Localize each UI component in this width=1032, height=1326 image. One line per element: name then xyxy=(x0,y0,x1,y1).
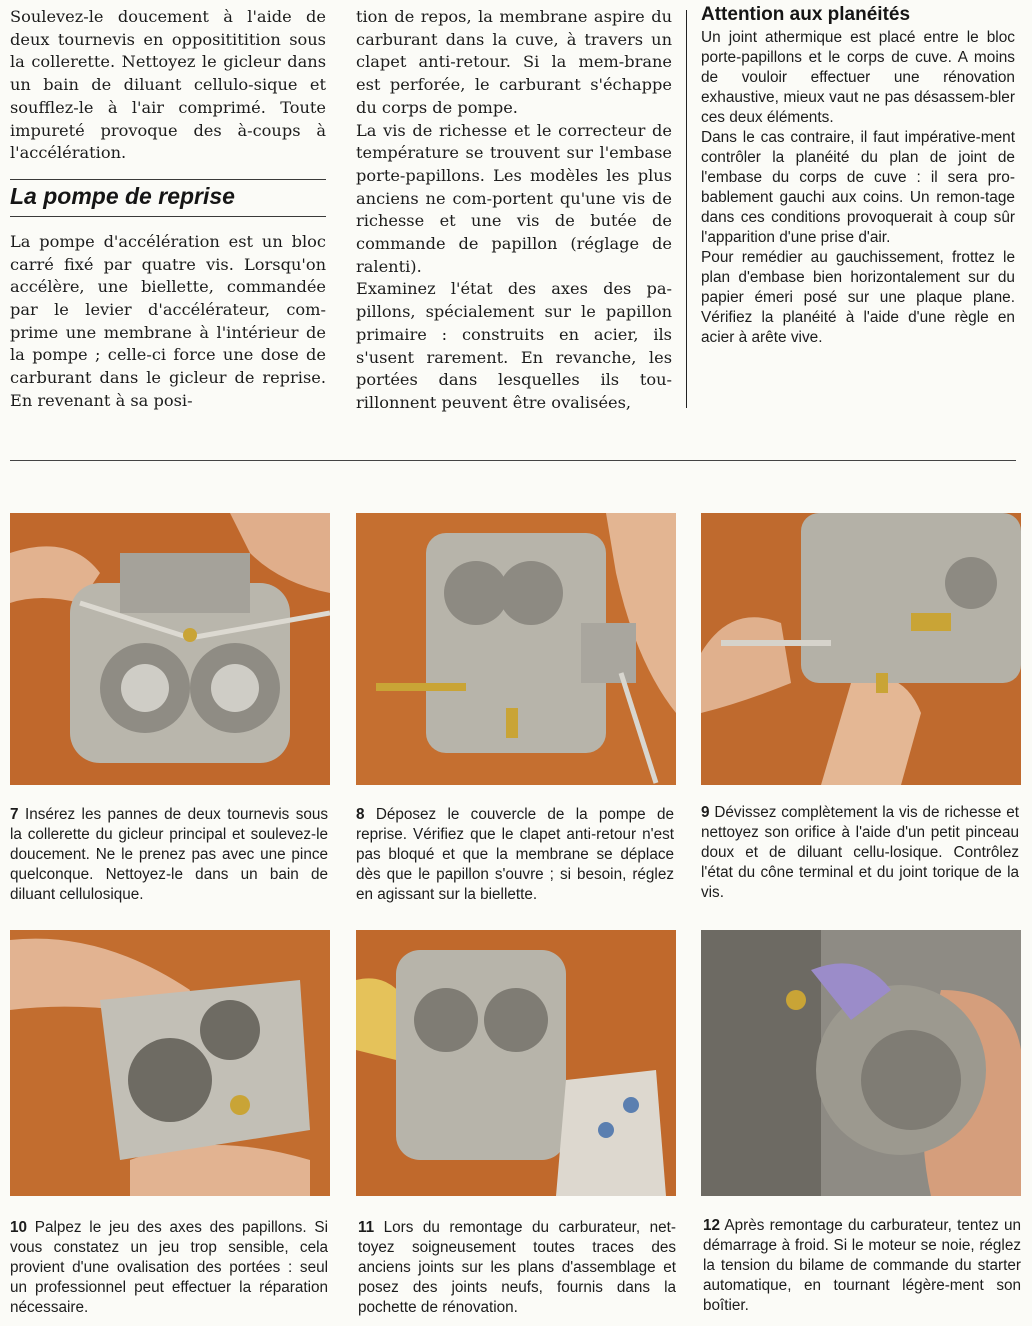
sidebar-paragraph-1: Un joint athermique est placé entre le bloc porte-papillons et le corps de cuve. A moins de vouloir effectuer une rénovation exhaustive, mieux vaut ne pas désassem-bler ces deux éléments. xyxy=(701,29,1015,126)
paragraph-richesse: La vis de richesse et le correcteur de température se trouvent sur l'embase porte-papillons. Les modèles les plus anciens ne com-portent qu'une vis de richesse et une vis de butée de commande de papillon (réglage de ralenti). xyxy=(356,120,672,276)
carburetor-photo-10 xyxy=(10,930,330,1196)
column-divider xyxy=(686,10,687,408)
caption-12 xyxy=(703,1216,1021,1316)
photo-9 xyxy=(701,513,1021,785)
photo-11 xyxy=(356,930,676,1196)
caption-text-8: Déposez le couvercle de la pompe de reprise. Vérifiez que le clapet anti-retour n'est pas bloqué et que la membrane se déplace dès que le papillon s'ouvre ; si besoin, réglez en agissant sur la biellette. xyxy=(356,806,674,903)
photo-8 xyxy=(356,513,676,785)
caption-number-10: 10 xyxy=(10,1219,28,1236)
carburetor-photo-9 xyxy=(701,513,1021,785)
sidebar-paragraph-3: Pour remédier au gauchissement, frottez le plan d'embase bien horizontalement sur du papier émeri posé sur une plaque plane. Vérifiez la planéité à l'aide d'une règle en acier à arête vive. xyxy=(701,249,1015,346)
section-heading: La pompe de reprise xyxy=(10,182,235,209)
text-column-2 xyxy=(356,6,672,415)
sidebar-paragraph-2: Dans le cas contraire, il faut impérative-ment contrôler la planéité du plan de joint de l'embase du corps de cuve : il sera pro-bablement gauchi aux coins. Un remon-tage dans ces conditions provoquerait à coup sûr l'apparition d'une prise d'air. xyxy=(701,129,1015,246)
photo-12 xyxy=(701,930,1021,1196)
caption-10 xyxy=(10,1218,328,1318)
photo-7 xyxy=(10,513,330,785)
caption-text-10: Palpez le jeu des axes des papillons. Si vous constatez un jeu trop sensible, cela provient d'une ovalisation des portées : seul un professionnel peut effectuer la réparation nécessaire. xyxy=(10,1219,329,1316)
intro-paragraph: Soulevez-le doucement à l'aide de deux tournevis en opposititition sous la collerette. Nettoyez le gicleur dans un bain de diluant cellulo-sique et soufflez-le à l'air comprimé. Toute impureté provoque des à-coups à l'accélération. xyxy=(10,7,326,163)
sidebar-box xyxy=(701,4,1015,348)
pump-paragraph: La pompe d'accélération est un bloc carré fixé par quatre vis. Lorsqu'on accélère, une biellette, commandée par le levier d'accélérateur, com-prime une membrane à l'intérieur de la pompe ; celle-ci force une dose de carburant dans le gicleur de reprise. En revenant à sa posi- xyxy=(10,231,326,410)
sidebar-title: Attention aux planéités xyxy=(701,4,911,25)
section-divider xyxy=(10,460,1016,461)
caption-number-8: 8 xyxy=(356,806,365,823)
caption-9 xyxy=(701,803,1019,903)
text-column-1 xyxy=(10,6,326,413)
caption-text-7: Insérez les pannes de deux tournevis sous la collerette du gicleur principal et soulevez-le doucement. Ne le prenez pas avec une pince quelconque. Nettoyez-le dans un bain de diluant cellulosique. xyxy=(10,806,329,903)
carburetor-photo-12 xyxy=(701,930,1021,1196)
carburetor-photo-8 xyxy=(356,513,676,785)
photo-10 xyxy=(10,930,330,1196)
carburetor-photo-7 xyxy=(10,513,330,785)
caption-number-12: 12 xyxy=(703,1217,721,1234)
paragraph-axes: Examinez l'état des axes des pa-pillons, spécialement sur le papillon primaire : construits en acier, ils s'usent rarement. En revanche, les portées dans lesquelles ils tou-rillonnent peuvent être ovalisées, xyxy=(356,279,672,412)
caption-11 xyxy=(358,1218,676,1318)
caption-number-11: 11 xyxy=(358,1219,375,1236)
caption-7 xyxy=(10,805,328,905)
section-heading-box xyxy=(10,179,326,217)
caption-number-9: 9 xyxy=(701,804,710,821)
paragraph-membrane: tion de repos, la membrane aspire du carburant dans la cuve, à travers un clapet anti-retour. Si la mem-brane est perforée, le carburant s'échappe du corps de pompe. xyxy=(356,7,672,117)
caption-text-12: Après remontage du carburateur, tentez un démarrage à froid. Si le moteur se noie, réglez la tension du bilame de commande du starter automatique, en tournant légère-ment son boîtier. xyxy=(703,1217,1021,1314)
caption-text-9: Dévissez complètement la vis de richesse et nettoyez son orifice à l'aide d'un petit pinceau doux et de diluant cellu-losique. Contrôlez l'état du cône terminal et du joint torique de la vis. xyxy=(701,804,1019,901)
carburetor-photo-11 xyxy=(356,930,676,1196)
caption-text-11: Lors du remontage du carburateur, net-toyez soigneusement toutes traces des anciens joints sur les plans d'assemblage et posez des joints neufs, fournis dans la pochette de rénovation. xyxy=(358,1219,676,1316)
caption-number-7: 7 xyxy=(10,806,19,823)
caption-8 xyxy=(356,805,674,905)
